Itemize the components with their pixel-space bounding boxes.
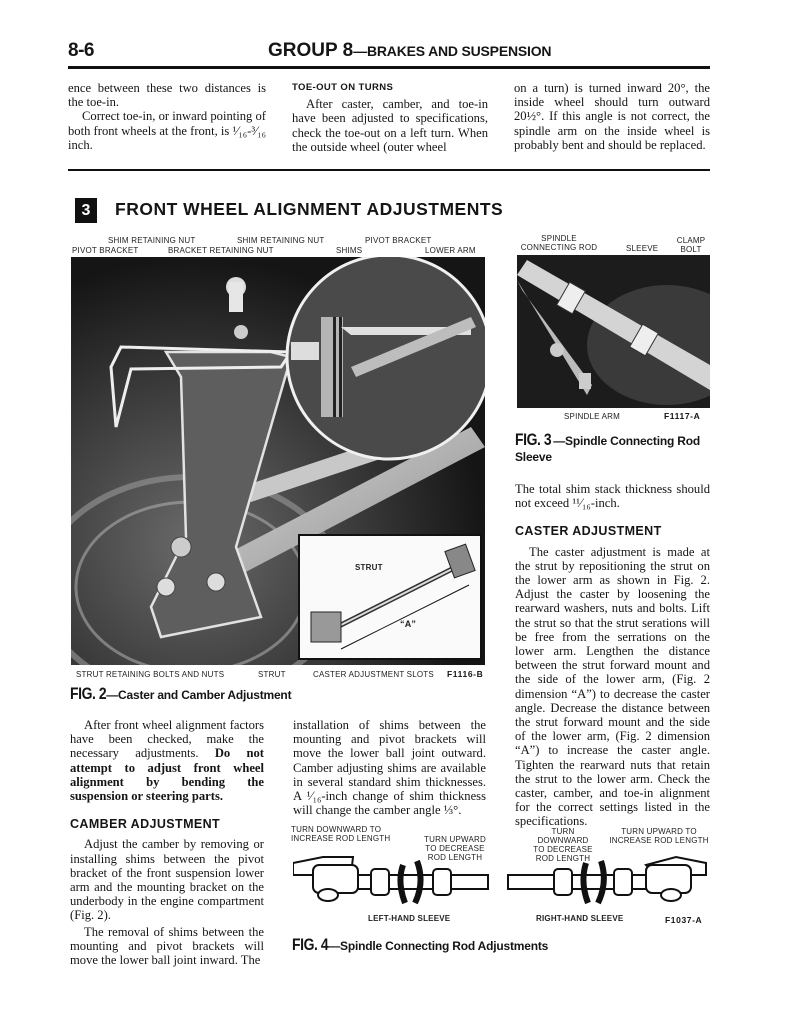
caster-paragraph: The caster adjustment is made at the strut by repositioning the strut on the lower arm as shown in Fig. 2. Adjust the caster by loosening the rearward washers, nuts and bolts. Lift the strut so that the strut serations will be free from the serrations on the lower arm. Lengthen the distance between the strut forward mount and the side of the lower arm, (Fig. 2 dimension “A”) to decrease the caster angle. Decrease the distance between the strut forward mount and the side of the lower arm, (Fig. 2 dimension “A”) to increase the caster angle. Tighten the rearward nuts that retain the strut to the lower arm. Check the caster, camber, and toe-in alignment for the correct settings listed in the specifications. (515, 544, 710, 829)
camber-adjustment-heading: CAMBER ADJUSTMENT (70, 817, 221, 832)
label-strut: STRUT (258, 670, 286, 679)
top-col-3 (514, 81, 710, 152)
label-left-turn-downward: TURN DOWNWARD TO INCREASE ROD LENGTH (291, 825, 391, 843)
label-right-turn-upward: TURN UPWARD TO INCREASE ROD LENGTH (609, 827, 709, 845)
paragraph: on a turn) is turned inward 20°, the inside wheel should turn outward 20½°. If this angle is not correct, the spindle arm on the inside wheel is probably bent and should be replaced. (514, 81, 710, 152)
label-spindle-arm: SPINDLE ARM (564, 412, 620, 421)
camber-paragraph-2: The removal of shims between the mounting and pivot brackets will move the lower ball joint inward. The (70, 924, 264, 968)
shim-stack-note: The total shim stack thickness should not exceed ¹¹⁄₁₆-inch. (515, 482, 710, 511)
fig3-caption (515, 432, 715, 465)
middle-column-text (293, 718, 486, 817)
caption-number: FIG. 3 (515, 430, 552, 449)
page-header-title (268, 40, 551, 62)
label-lower-arm: LOWER ARM (425, 246, 476, 255)
label-right-hand-sleeve: RIGHT-HAND SLEEVE (536, 914, 624, 923)
label-pivot-bracket: PIVOT BRACKET (72, 246, 139, 255)
label-left-turn-upward: TURN UPWARD TO DECREASE ROD LENGTH (424, 835, 486, 862)
caption-title: —Spindle Connecting Rod Adjustments (328, 939, 549, 953)
header-rule (68, 66, 710, 69)
label-shim-retaining-nut: SHIM RETAINING NUT (108, 236, 196, 245)
paragraph: Correct toe-in, or inward pointing of both front wheels at the front, is ¹⁄₁₆-³⁄₁₆ inch. (68, 109, 266, 152)
label-shim-retaining-nut-2: SHIM RETAINING NUT (237, 236, 325, 245)
right-sleeve-illustration (506, 855, 711, 910)
spindle-rod-photo-illustration (517, 255, 710, 408)
label-spindle-connecting-rod: SPINDLE CONNECTING ROD (520, 234, 598, 252)
suspension-photo-illustration (71, 257, 485, 665)
page-number: 8-6 (68, 40, 94, 61)
label-clamp-bolt: CLAMP BOLT (676, 236, 706, 254)
label-sleeve: SLEEVE (626, 244, 659, 253)
caption-title: —Spindle Connecting Rod Sleeve (515, 434, 700, 464)
figure-id: F1116-B (447, 669, 484, 679)
left-sleeve-illustration (293, 855, 493, 910)
fig2-caption (70, 684, 291, 704)
label-bracket-retaining-nut: BRACKET RETAINING NUT (168, 246, 274, 255)
label-dimension-a: “A” (400, 619, 417, 629)
label-right-turn-downward: TURN DOWNWARD TO DECREASE ROD LENGTH (533, 827, 593, 863)
top-col-1 (68, 81, 266, 152)
caster-adjustment-heading: CASTER ADJUSTMENT (515, 524, 662, 539)
caption-title: —Caster and Camber Adjustment (106, 688, 292, 702)
label-left-hand-sleeve: LEFT-HAND SLEEVE (368, 914, 451, 923)
fig4-caption (292, 935, 548, 955)
paragraph: After caster, camber, and toe-in have been adjusted to specifications, check the toe-out on a left turn. When the outside wheel (outer wheel (292, 97, 488, 154)
group-subtitle: —BRAKES AND SUSPENSION (353, 43, 552, 59)
intro-paragraph: After front wheel alignment factors have been checked, make the necessary adjustments. Do not attempt to adjust front wheel alignment by bending the suspension or steering parts. (70, 718, 264, 804)
group-label: GROUP 8 (268, 40, 354, 61)
figure-id: F1117-A (664, 411, 701, 421)
shim-paragraph: installation of shims between the mounting and pivot brackets will move the lower ball joint outward. Camber adjusting shims are available in several standard shim thicknesses. A ¹⁄₁₆-inch change of shim thickness will change the camber angle ⅓°. (293, 718, 486, 818)
top-col-2 (292, 81, 488, 154)
warning-text: Do not attempt to adjust front wheel alignment by bending the suspension or steering parts. (70, 746, 264, 804)
label-caster-adjustment-slots: CASTER ADJUSTMENT SLOTS (313, 670, 434, 679)
label-strut-retaining-bolts: STRUT RETAINING BOLTS AND NUTS (76, 670, 225, 679)
figure-id: F1037-A (665, 915, 703, 925)
section-rule (68, 169, 710, 171)
fig3-photo (517, 255, 710, 408)
section-title: FRONT WHEEL ALIGNMENT ADJUSTMENTS (115, 199, 504, 219)
label-pivot-bracket-2: PIVOT BRACKET (365, 236, 432, 245)
toe-out-heading: TOE-OUT ON TURNS (292, 82, 394, 93)
left-column-text (70, 718, 264, 967)
right-column-text (515, 482, 710, 829)
caption-number: FIG. 4 (292, 935, 329, 954)
fig2-photo (71, 257, 485, 665)
caption-number: FIG. 2 (70, 684, 107, 703)
label-shims: SHIMS (336, 246, 363, 255)
paragraph: ence between these two distances is the toe-in. (68, 81, 266, 110)
label-strut-inset: STRUT (355, 563, 383, 572)
camber-paragraph-1: Adjust the camber by removing or installing shims between the pivot bracket of the front suspension lower arm and the mounting bracket on the underbody in the engine compartment (Fig. 2). (70, 837, 264, 923)
section-number-badge: 3 (75, 198, 97, 223)
